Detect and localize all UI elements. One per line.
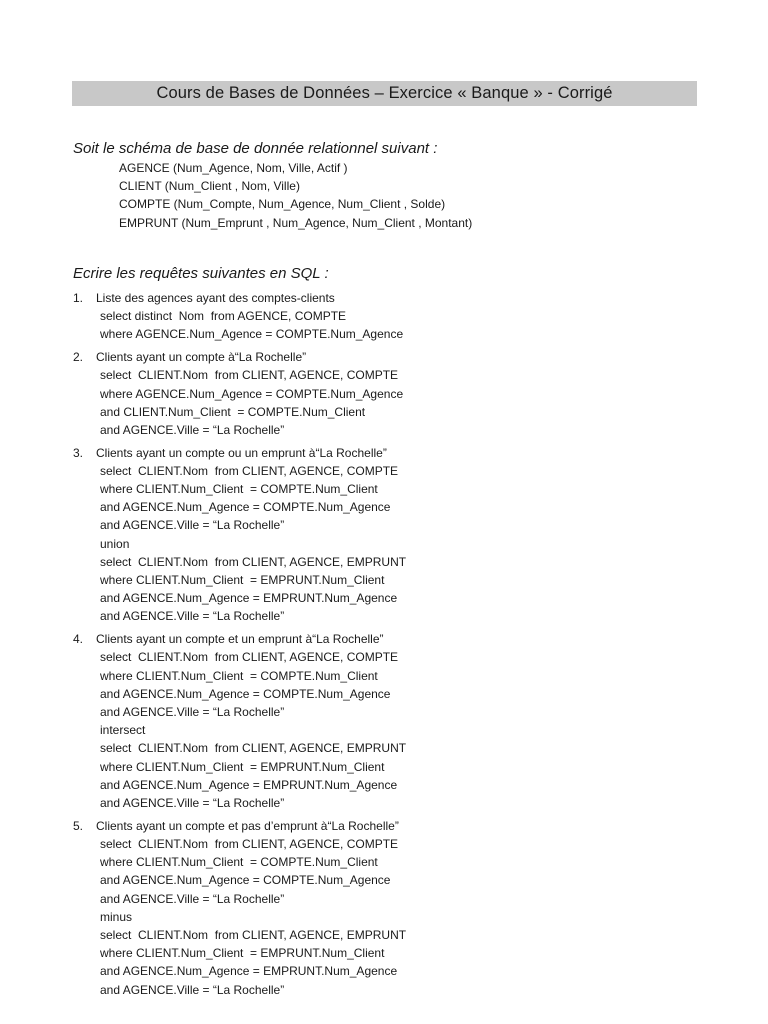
sql-line: where AGENCE.Num_Agence = COMPTE.Num_Agence <box>100 327 404 342</box>
section-title: Ecrire les requêtes suivantes en SQL : <box>73 265 329 282</box>
sql-answer <box>100 307 733 343</box>
schema-table-compte: COMPTE (Num_Compte, Num_Agence, Num_Client , Solde) <box>119 197 446 212</box>
sql-line: select CLIENT.Nom from CLIENT, AGENCE, COMPTE <box>100 650 399 665</box>
sql-line: where CLIENT.Num_Client = COMPTE.Num_Client <box>100 668 378 683</box>
document-title: Cours de Bases de Données – Exercice « Banque » - Corrigé <box>72 81 697 106</box>
schema-table-agence: AGENCE (Num_Agence, Nom, Ville, Actif ) <box>119 161 348 175</box>
sql-answer <box>100 462 733 626</box>
sql-line: where CLIENT.Num_Client = EMPRUNT.Num_Client <box>100 946 385 961</box>
sql-line: minus <box>100 909 133 924</box>
question-item <box>73 630 733 812</box>
question-text: Liste des agences ayant des comptes-clients <box>96 291 335 305</box>
question-heading <box>73 444 733 462</box>
schema-list <box>119 159 472 232</box>
sql-line: and AGENCE.Num_Agence = COMPTE.Num_Agence <box>100 500 391 515</box>
sql-line: select CLIENT.Nom from CLIENT, AGENCE, COMPTE <box>100 836 399 851</box>
sql-line: where CLIENT.Num_Client = COMPTE.Num_Client <box>100 855 378 870</box>
schema-table-client: CLIENT (Num_Client , Nom, Ville) <box>119 179 300 194</box>
question-item <box>73 289 733 344</box>
question-item <box>73 817 733 999</box>
sql-line: and AGENCE.Num_Agence = EMPRUNT.Num_Agence <box>100 777 398 792</box>
sql-line: where CLIENT.Num_Client = EMPRUNT.Num_Client <box>100 759 385 774</box>
question-heading <box>73 348 733 366</box>
sql-line: select CLIENT.Nom from CLIENT, AGENCE, COMPTE <box>100 463 399 478</box>
sql-line: select CLIENT.Nom from CLIENT, AGENCE, EMPRUNT <box>100 554 407 569</box>
sql-answer <box>100 648 733 812</box>
schema-table-emprunt: EMPRUNT (Num_Emprunt , Num_Agence, Num_Client , Montant) <box>119 215 473 230</box>
question-number: 2. <box>73 350 84 365</box>
schema-intro: Soit le schéma de base de donnée relationnel suivant : <box>73 140 438 157</box>
question-item <box>73 444 733 626</box>
sql-line: and AGENCE.Ville = “La Rochelle” <box>100 609 285 624</box>
sql-line: and AGENCE.Num_Agence = COMPTE.Num_Agence <box>100 873 391 888</box>
sql-answer <box>100 835 733 999</box>
question-heading <box>73 289 733 307</box>
sql-line: and AGENCE.Num_Agence = EMPRUNT.Num_Agence <box>100 591 398 606</box>
sql-line: and AGENCE.Num_Agence = EMPRUNT.Num_Agence <box>100 964 398 979</box>
sql-line: union <box>100 536 130 551</box>
question-text: Clients ayant un compte à“La Rochelle” <box>96 350 307 365</box>
sql-line: select CLIENT.Nom from CLIENT, AGENCE, EMPRUNT <box>100 741 407 756</box>
sql-line: where AGENCE.Num_Agence = COMPTE.Num_Agence <box>100 386 404 401</box>
sql-line: and CLIENT.Num_Client = COMPTE.Num_Client <box>100 404 366 419</box>
question-number: 1. <box>73 291 84 305</box>
question-text: Clients ayant un compte et un emprunt à“La Rochelle” <box>96 632 384 647</box>
sql-line: and AGENCE.Ville = “La Rochelle” <box>100 891 285 906</box>
question-text: Clients ayant un compte ou un emprunt à“La Rochelle” <box>96 445 387 460</box>
sql-line: and AGENCE.Ville = “La Rochelle” <box>100 518 285 533</box>
sql-line: and AGENCE.Ville = “La Rochelle” <box>100 422 285 437</box>
sql-answer <box>100 366 733 439</box>
sql-line: and AGENCE.Num_Agence = COMPTE.Num_Agence <box>100 686 391 701</box>
sql-line: and AGENCE.Ville = “La Rochelle” <box>100 795 285 810</box>
sql-line: where CLIENT.Num_Client = COMPTE.Num_Client <box>100 482 378 497</box>
sql-line: select CLIENT.Nom from CLIENT, AGENCE, COMPTE <box>100 368 399 383</box>
sql-line: where CLIENT.Num_Client = EMPRUNT.Num_Client <box>100 573 385 588</box>
question-number: 4. <box>73 632 84 647</box>
question-item <box>73 348 733 439</box>
sql-line: intersect <box>100 723 146 738</box>
question-heading <box>73 817 733 835</box>
question-heading <box>73 630 733 648</box>
sql-line: and AGENCE.Ville = “La Rochelle” <box>100 704 285 719</box>
sql-line: select distinct Nom from AGENCE, COMPTE <box>100 309 347 324</box>
question-number: 5. <box>73 818 84 833</box>
question-text: Clients ayant un compte et pas d’emprunt à“La Rochelle” <box>96 818 399 833</box>
question-number: 3. <box>73 445 84 460</box>
question-list <box>73 289 733 1003</box>
sql-line: and AGENCE.Ville = “La Rochelle” <box>100 982 285 997</box>
sql-line: select CLIENT.Nom from CLIENT, AGENCE, EMPRUNT <box>100 927 407 942</box>
